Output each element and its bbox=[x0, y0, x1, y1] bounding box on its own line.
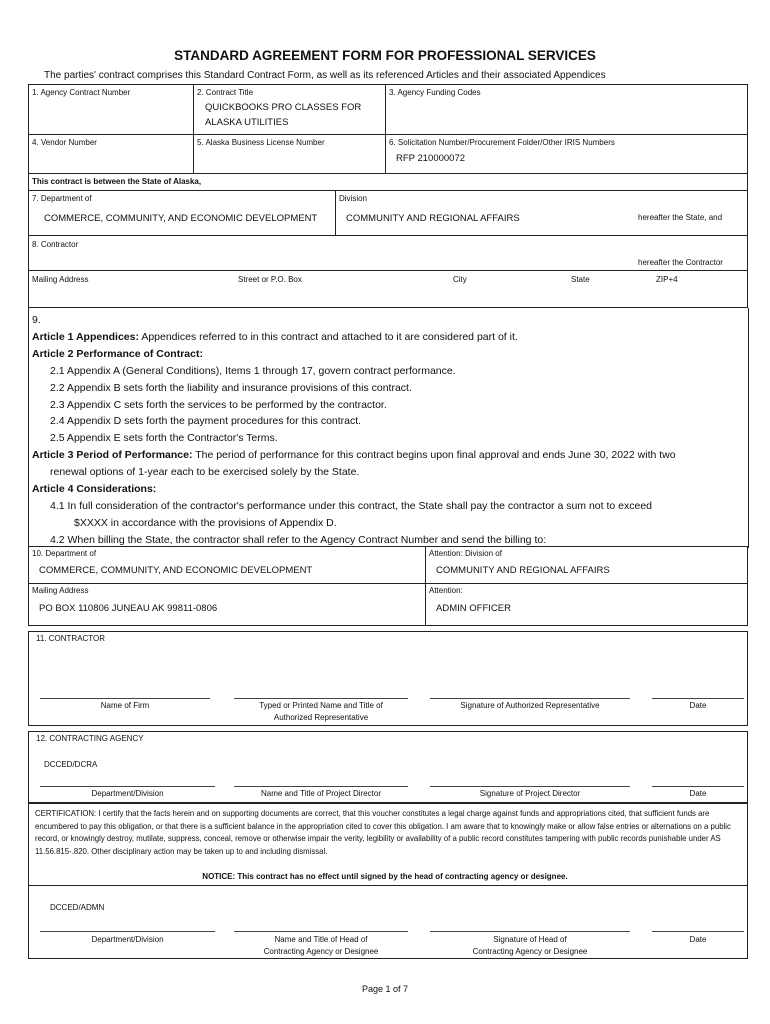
hereafter-state-text: hereafter the State, and bbox=[638, 213, 723, 222]
contractor-date-caption: Date bbox=[689, 701, 707, 710]
form-title: STANDARD AGREEMENT FORM FOR PROFESSIONAL SERVICES bbox=[174, 48, 596, 63]
agency-funding-codes-label: 3. Agency Funding Codes bbox=[389, 88, 481, 97]
solicitation-label: 6. Solicitation Number/Procurement Folder/Other IRIS Numbers bbox=[389, 138, 615, 147]
department-value[interactable]: COMMERCE, COMMUNITY, AND ECONOMIC DEVELOPMENT bbox=[44, 213, 318, 224]
article-2-3: 2.3 Appendix C sets forth the services to be performed by the contractor. bbox=[50, 398, 387, 411]
contract-title-line2[interactable]: ALASKA UTILITIES bbox=[205, 117, 289, 128]
article-1 bbox=[32, 329, 748, 346]
business-license-label: 5. Alaska Business License Number bbox=[197, 138, 325, 147]
mailing-address-label: Mailing Address bbox=[32, 275, 89, 284]
authorized-signature-caption: Signature of Authorized Representative bbox=[460, 701, 600, 710]
articles-section bbox=[32, 312, 748, 549]
project-director-signature-caption: Signature of Project Director bbox=[479, 789, 581, 798]
state-label: State bbox=[571, 275, 590, 284]
attention-label: Attention: bbox=[429, 586, 463, 595]
certification-text: CERTIFICATION: I certify that the facts herein and on supporting documents are correct, that this voucher constitutes a legal charge against funds and appropriations cited, that sufficient funds are encumbered to pay this obligation, or that there is a sufficient balance in the appropriation cited to cover this obligation. I am aware that to knowingly make or allow false entries or alternations on a public record, or knowingly destroy, mutilate, suppress, conceal, remove or otherwise impair the verity, legibility or availability of a public record constitutes tampering with public records punishable under AS 11.56.815-.820. Other disciplinary action may be taken up to and including dismissal. bbox=[35, 809, 731, 856]
article-1-text: Appendices referred to in this contract and attached to it are considered part of it. bbox=[138, 330, 518, 343]
article-3-text2: renewal options of 1-year each to be exercised solely by the State. bbox=[50, 466, 360, 479]
contract-title-label: 2. Contract Title bbox=[197, 88, 254, 97]
billing-mailing-value[interactable]: PO BOX 110806 JUNEAU AK 99811-0806 bbox=[39, 603, 218, 614]
contract-title-line1[interactable]: QUICKBOOKS PRO CLASSES FOR bbox=[205, 102, 362, 113]
name-of-firm-line[interactable] bbox=[40, 698, 210, 699]
head-dept-division-caption: Department/Division bbox=[91, 935, 164, 944]
article-4-2: 4.2 When billing the State, the contractor shall refer to the Agency Contract Number and send the billing to: bbox=[50, 533, 547, 546]
attention-value[interactable]: ADMIN OFFICER bbox=[436, 603, 511, 614]
division-value[interactable]: COMMUNITY AND REGIONAL AFFAIRS bbox=[346, 213, 520, 224]
contract-between-text: This contract is between the State of Alaska, bbox=[32, 177, 202, 186]
article-3 bbox=[32, 447, 748, 464]
agency-contract-number-field[interactable] bbox=[32, 104, 187, 126]
article-1-head: Article 1 Appendices: bbox=[32, 330, 139, 343]
billing-department-label: 10. Department of bbox=[32, 549, 97, 558]
zip-label: ZIP+4 bbox=[656, 275, 678, 284]
article-4-1: 4.1 In full consideration of the contractor's performance under this contract, the State shall pay the contractor a sum not to exceed bbox=[50, 499, 653, 512]
department-label: 7. Department of bbox=[32, 194, 92, 203]
article-2-4: 2.4 Appendix D sets forth the payment procedures for this contract. bbox=[50, 415, 362, 428]
typed-name-line[interactable] bbox=[234, 698, 408, 699]
vendor-number-label: 4. Vendor Number bbox=[32, 138, 97, 147]
article-3-head: Article 3 Period of Performance: bbox=[32, 449, 193, 462]
street-label: Street or P.O. Box bbox=[238, 275, 302, 284]
section-number: 9. bbox=[32, 314, 41, 326]
article-2-1: 2.1 Appendix A (General Conditions), Items 1 through 17, govern contract performance. bbox=[50, 364, 456, 377]
division-label: Division bbox=[339, 194, 368, 203]
parties-block bbox=[28, 173, 748, 308]
billing-department-value[interactable]: COMMERCE, COMMUNITY, AND ECONOMIC DEVELOPMENT bbox=[39, 565, 313, 576]
head-name-caption-1: Name and Title of Head of bbox=[274, 935, 368, 944]
agency-dept-value[interactable]: DCCED/DCRA bbox=[44, 760, 98, 769]
billing-block bbox=[28, 546, 748, 626]
contracting-agency-label: 12. CONTRACTING AGENCY bbox=[36, 734, 144, 743]
head-signature-caption-2: Contracting Agency or Designee bbox=[472, 947, 588, 956]
agency-dept-division-caption: Department/Division bbox=[91, 789, 164, 798]
agency-contract-number-label: 1. Agency Contract Number bbox=[32, 88, 131, 97]
authorized-signature-line[interactable] bbox=[430, 698, 630, 699]
head-date-caption: Date bbox=[689, 935, 707, 944]
head-signature-caption-1: Signature of Head of bbox=[493, 935, 567, 944]
typed-name-caption-2: Authorized Representative bbox=[273, 713, 369, 722]
contractor-section-label: 11. CONTRACTOR bbox=[36, 634, 106, 643]
article-2-5: 2.5 Appendix E sets forth the Contractor's Terms. bbox=[50, 432, 278, 445]
contractor-date-line[interactable] bbox=[652, 698, 744, 699]
article-4-head: Article 4 Considerations: bbox=[32, 483, 157, 496]
head-name-caption-2: Contracting Agency or Designee bbox=[263, 947, 379, 956]
hereafter-contractor-text: hereafter the Contractor bbox=[638, 258, 723, 267]
name-of-firm-caption: Name of Firm bbox=[100, 701, 150, 710]
article-3-text: The period of performance for this contract begins upon final approval and ends June 30, 2022 with two bbox=[192, 449, 676, 462]
contract-info-grid bbox=[28, 84, 748, 174]
attention-division-value[interactable]: COMMUNITY AND REGIONAL AFFAIRS bbox=[436, 565, 610, 576]
article-2-2: 2.2 Appendix B sets forth the liability and insurance provisions of this contract. bbox=[50, 381, 412, 394]
city-label: City bbox=[453, 275, 467, 284]
typed-name-caption-1: Typed or Printed Name and Title of bbox=[259, 701, 383, 710]
solicitation-value[interactable]: RFP 210000072 bbox=[396, 153, 466, 164]
article-4-1b: $XXXX in accordance with the provisions of Appendix D. bbox=[74, 516, 337, 529]
attention-division-label: Attention: Division of bbox=[429, 549, 502, 558]
billing-mailing-label: Mailing Address bbox=[32, 586, 89, 595]
agency-date-caption: Date bbox=[689, 789, 707, 798]
intro-text: The parties' contract comprises this Standard Contract Form, as well as its referenced Articles and their associated Appendices bbox=[44, 70, 606, 81]
head-dept-value[interactable]: DCCED/ADMN bbox=[50, 903, 105, 912]
article-2-head: Article 2 Performance of Contract: bbox=[32, 347, 203, 360]
page-number: Page 1 of 7 bbox=[361, 984, 409, 994]
contractor-label: 8. Contractor bbox=[32, 240, 79, 249]
project-director-name-caption: Name and Title of Project Director bbox=[260, 789, 382, 798]
notice-text: NOTICE: This contract has no effect until signed by the head of contracting agency or designee. bbox=[202, 872, 568, 881]
